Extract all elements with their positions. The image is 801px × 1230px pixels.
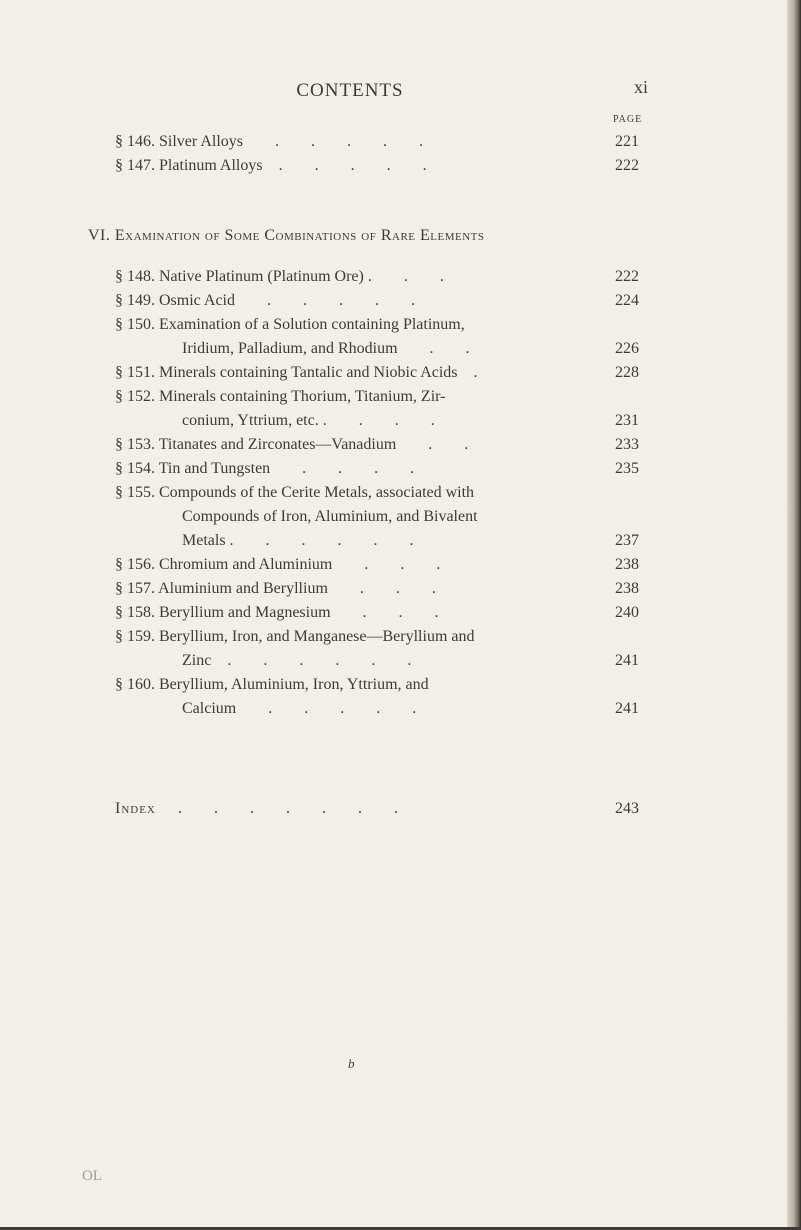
toc-line: Metals . . . . . . (182, 532, 414, 549)
toc-line: Compounds of Iron, Aluminium, and Bivalent (182, 508, 478, 525)
toc-line: § 150. Examination of a Solution containing Platinum, (115, 316, 465, 333)
toc-line: § 155. Compounds of the Cerite Metals, associated with (115, 484, 475, 501)
toc-line-page: 240 (615, 604, 639, 621)
page-column-label: PAGE (613, 114, 643, 125)
index-page: 243 (615, 800, 639, 817)
chapter-heading: VI. Examination of Some Combinations of Rare Elements (88, 227, 485, 244)
toc-line-page: 222 (615, 268, 639, 285)
toc-entry-147: § 147. Platinum Alloys . . . . . (115, 157, 427, 174)
toc-line-page: 241 (615, 652, 639, 669)
page-edge-shadow (787, 0, 801, 1230)
index-entry: Index (115, 800, 156, 817)
toc-line-page: 238 (615, 580, 639, 597)
toc-line: Calcium . . . . . (182, 700, 417, 717)
running-head-page-number: xi (634, 77, 649, 97)
toc-line: § 151. Minerals containing Tantalic and Niobic Acids . (115, 364, 478, 381)
index-leader-dots: . . . . . . . (178, 800, 398, 817)
toc-line: § 153. Titanates and Zirconates—Vanadium . . (115, 436, 469, 453)
toc-line-page: 231 (615, 412, 639, 429)
toc-line: § 149. Osmic Acid . . . . . (115, 292, 415, 309)
toc-line-page: 235 (615, 460, 639, 477)
toc-line-page: 238 (615, 556, 639, 573)
toc-line: § 159. Beryllium, Iron, and Manganese—Beryllium and (115, 628, 475, 645)
toc-line: § 154. Tin and Tungsten . . . . (115, 460, 415, 477)
toc-page-147: 222 (615, 157, 639, 174)
toc-line: § 148. Native Platinum (Platinum Ore) . . . (115, 268, 444, 285)
toc-line: § 152. Minerals containing Thorium, Titanium, Zir- (115, 388, 446, 405)
signature-mark: b (348, 1056, 355, 1071)
toc-line-page: 228 (615, 364, 639, 381)
running-head-title: CONTENTS (296, 80, 404, 101)
toc-line: § 158. Beryllium and Magnesium . . . (115, 604, 439, 621)
toc-line: § 156. Chromium and Aluminium . . . (115, 556, 441, 573)
toc-line-page: 224 (615, 292, 639, 309)
toc-entry-146: § 146. Silver Alloys . . . . . (115, 133, 424, 150)
toc-line: Iridium, Palladium, and Rhodium . . (182, 340, 470, 357)
toc-line: § 157. Aluminium and Beryllium . . . (115, 580, 436, 597)
library-stamp: OL (82, 1168, 102, 1184)
toc-line: conium, Yttrium, etc. . . . . (182, 412, 435, 429)
toc-line-page: 237 (615, 532, 639, 549)
toc-line: Zinc . . . . . . (182, 652, 412, 669)
toc-page-146: 221 (615, 133, 639, 150)
toc-line-page: 233 (615, 436, 639, 453)
toc-line: § 160. Beryllium, Aluminium, Iron, Yttrium, and (115, 676, 429, 693)
toc-line-page: 241 (615, 700, 639, 717)
toc-line-page: 226 (615, 340, 639, 357)
